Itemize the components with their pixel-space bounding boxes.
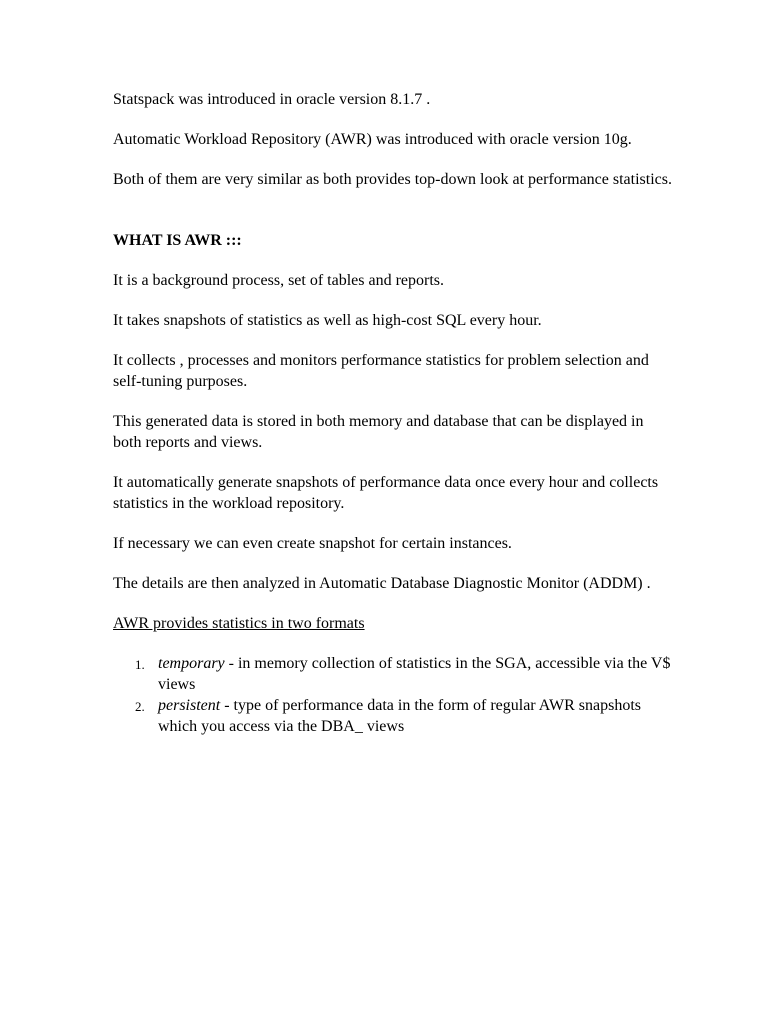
list-item	[113, 695, 673, 737]
section-heading: WHAT IS AWR :::	[113, 232, 242, 249]
list-item-description: - in memory collection of statistics in the SGA, accessible via the V$ views	[158, 655, 671, 693]
intro-paragraph-statspack: Statspack was introduced in oracle version 8.1.7 .	[113, 91, 431, 108]
intro-paragraph-similarity: Both of them are very similar as both provides top-down look at performance statistics.	[113, 171, 672, 188]
body-paragraph-addm: The details are then analyzed in Automatic Database Diagnostic Monitor (ADDM) .	[113, 575, 651, 592]
body-paragraph-collects: It collects , processes and monitors performance statistics for problem selection and self-tuning purposes.	[113, 352, 649, 390]
list-item-number: 1.	[135, 657, 145, 672]
formats-heading: AWR provides statistics in two formats	[113, 615, 365, 632]
blank-line	[113, 209, 673, 230]
formats-list	[113, 653, 673, 737]
list-item-term: temporary	[158, 655, 225, 672]
body-paragraph-automatic: It automatically generate snapshots of performance data once every hour and collects statistics in the workload repository.	[113, 474, 659, 512]
document-page	[113, 89, 673, 737]
body-paragraph-instances: If necessary we can even create snapshot for certain instances.	[113, 535, 512, 552]
body-paragraph-background-process: It is a background process, set of tables and reports.	[113, 272, 445, 289]
body-paragraph-storage: This generated data is stored in both memory and database that can be displayed in both reports and views.	[113, 413, 644, 451]
list-item-term: persistent	[158, 697, 221, 714]
list-item-number: 2.	[135, 699, 145, 714]
list-item	[113, 653, 673, 695]
intro-paragraph-awr: Automatic Workload Repository (AWR) was introduced with oracle version 10g.	[113, 131, 632, 148]
list-item-description: - type of performance data in the form of regular AWR snapshots which you access via the DBA_ views	[158, 697, 642, 735]
body-paragraph-snapshots: It takes snapshots of statistics as well as high-cost SQL every hour.	[113, 312, 542, 329]
